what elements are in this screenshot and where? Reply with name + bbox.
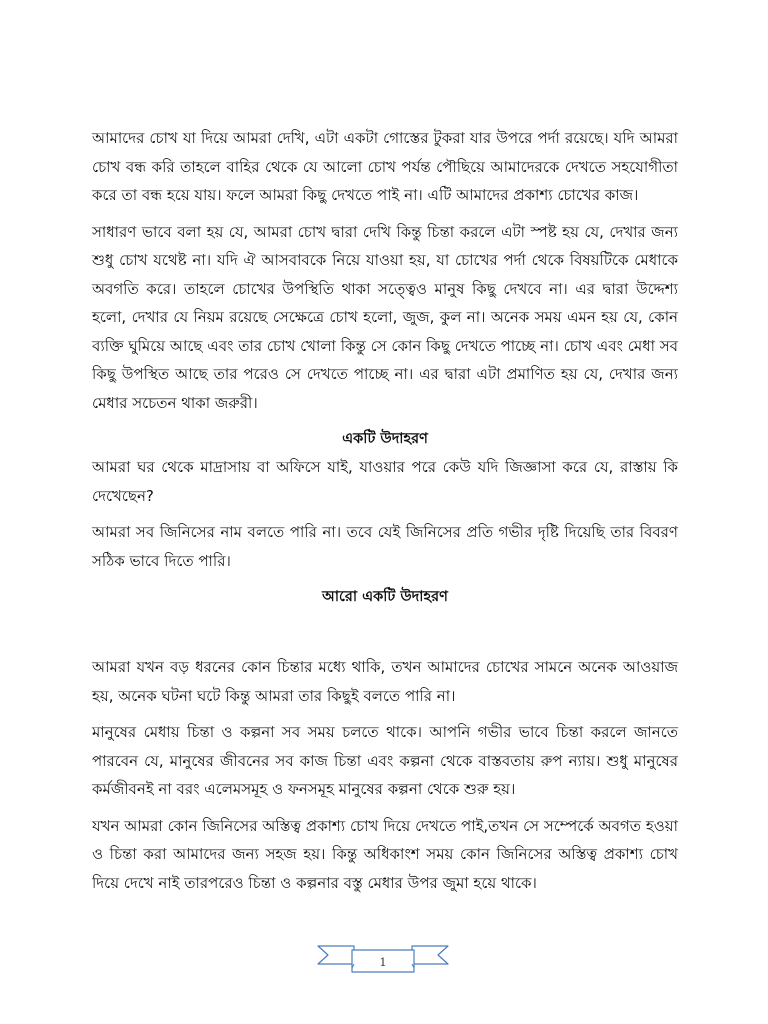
heading-another-example: আরো একটি উদাহরণ bbox=[322, 589, 448, 605]
page-number: 1 bbox=[379, 956, 387, 969]
page-footer bbox=[316, 938, 450, 998]
paragraph-imagination: মানুষের মেধায় চিন্তা ও কল্পনা সব সময় চলতে থাকে। আপনি গভীর ভাবে চিন্তা করলে জানতে পারবেন যে, মানুষের জীবনের সব কাজ চিন্তা এবং কল্পনা থেকে বাস্তবতায় রুপ ন্যায়। শুধু মানুষের কর্মজীবনই না বরং এলেমসমূহ ও ফনসমূহ মানুষের কল্পনা থেকে শুরু হয়। bbox=[92, 723, 678, 798]
paragraph-eye-description: আমাদের চোখ যা দিয়ে আমরা দেখি, এটা একটা গোস্তের টুকরা যার উপরে পর্দা রয়েছে। যদি আমরা চোখ বন্ধ করি তাহলে বাহির থেকে যে আলো চোখ পর্যন্ত পৌছিয়ে আমাদেরকে দেখতে সহযোগীতা করে তা বন্ধ হয়ে যায়। ফলে আমরা কিছু দেখতে পাই না। এটি আমাদের প্রকাশ্য চোখের কাজ। bbox=[92, 129, 678, 204]
paragraph-example-names: আমরা সব জিনিসের নাম বলতে পারি না। তবে যেই জিনিসের প্রতি গভীর দৃষ্টি দিয়েছি তার বিবরণ সঠিক ভাবে দিতে পারি। bbox=[92, 523, 678, 570]
heading-an-example: একটি উদাহরণ bbox=[342, 431, 428, 447]
paragraph-seeing-requires-mind: সাধারণ ভাবে বলা হয় যে, আমরা চোখ দ্বারা দেখি কিন্তু চিন্তা করলে এটা স্পষ্ট হয় যে, দেখার জন্য শুধু চোখ যথেষ্ট না। যদি ঐ আসবাবকে নিয়ে যাওয়া হয়, যা চোখের পর্দা থেকে বিষয়টিকে মেধাকে অবগতি করে। তাহলে চোখের উপস্থিতি থাকা সত্ত্বেও মানুষ কিছু দেখবে না। এর দ্বারা উদ্দেশ্য হলো, দেখার যে নিয়ম রয়েছে সেক্ষেত্রে চোখ হলো, জুজ, কুল না। অনেক সময় এমন হয় যে, কোন ব্যক্তি ঘুমিয়ে আছে এবং তার চোখ খোলা কিন্তু সে কোন কিছু দেখতে পাচ্ছে না। চোখ এবং মেধা সব কিছু উপস্থিত আছে তার পরেও সে দেখতে পাচ্ছে না। এর দ্বারা এটা প্রমাণিত হয় যে, দেখার জন্য মেধার সচেতন থাকা জরুরী। bbox=[92, 222, 678, 412]
paragraph-deep-thought: আমরা যখন বড় ধরনের কোন চিন্তার মধ্যে থাকি, তখন আমাদের চোখের সামনে অনেক আওয়াজ হয়, অনেক ঘটনা ঘটে কিন্তু আমরা তার কিছুই বলতে পারি না। bbox=[92, 658, 678, 705]
paragraph-example-road: আমরা ঘর থেকে মাদ্রাসায় বা অফিসে যাই, যাওয়ার পরে কেউ যদি জিজ্ঞাসা করে যে, রাস্তায় কি দেখেছেন? bbox=[92, 458, 678, 505]
paragraph-existence: যখন আমরা কোন জিনিসের অস্তিত্ব প্রকাশ্য চোখ দিয়ে দেখতে পাই,তখন সে সম্পের্কে অবগত হওয়া ও চিন্তা করা আমাদের জন্য সহজ হয়। কিন্তু অধিকাংশ সময় কোন জিনিসের অস্তিত্ব প্রকাশ্য চোখ দিয়ে দেখে নাই তারপরেও চিন্তা ও কল্পনার বস্তু মেধার উপর জুমা হয়ে থাকে। bbox=[92, 816, 678, 892]
document-body bbox=[92, 124, 678, 905]
